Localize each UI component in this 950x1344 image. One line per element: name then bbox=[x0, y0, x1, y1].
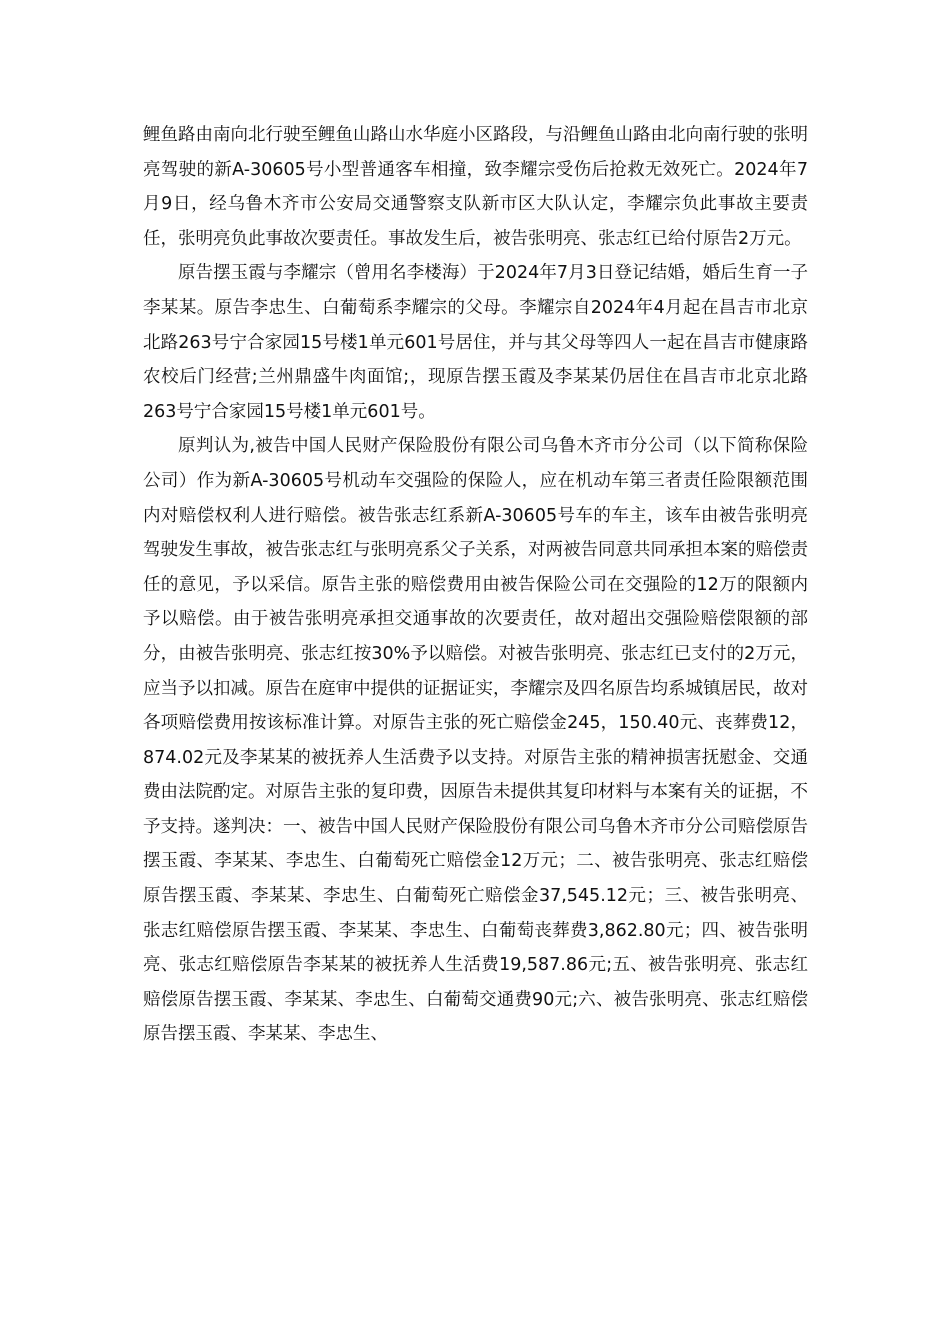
paragraph-family-background: 原告摆玉霞与李耀宗（曾用名李楼海）于2024年7月3日登记结婚，婚后生育一子李某某。原告李忠生、白葡萄系李耀宗的父母。李耀宗自2024年4月起在昌吉市北京北路263号宁合家园15号楼1单元601号居住，并与其父母等四人一起在昌吉市健康路农校后门经营;兰州鼎盛牛肉面馆;，现原告摆玉霞及李某某仍居住在昌吉市北京北路263号宁合家园15号楼1单元601号。 bbox=[143, 263, 808, 422]
paragraph-original-judgment: 原判认为,被告中国人民财产保险股份有限公司乌鲁木齐市分公司（以下简称保险公司）作为新A-30605号机动车交强险的保险人，应在机动车第三者责任险限额范围内对赔偿权利人进行赔偿。被告张志红系新A-30605号车的车主，该车由被告张明亮驾驶发生事故，被告张志红与张明亮系父子关系，对两被告同意共同承担本案的赔偿责任的意见，予以采信。原告主张的赔偿费用由被告保险公司在交强险的12万的限额内予以赔偿。由于被告张明亮承担交通事故的次要责任，故对超出交强险赔偿限额的部分，由被告张明亮、张志红按30%予以赔偿。对被告张明亮、张志红已支付的2万元，应当予以扣减。原告在庭审中提供的证据证实，李耀宗及四名原告均系城镇居民，故对各项赔偿费用按该标准计算。对原告主张的死亡赔偿金245，150.40元、丧葬费12，874.02元及李某某的被抚养人生活费予以支持。对原告主张的精神损害抚慰金、交通费由法院酌定。对原告主张的复印费，因原告未提供其复印材料与本案有关的证据，不予支持。遂判决：一、被告中国人民财产保险股份有限公司乌鲁木齐市分公司赔偿原告摆玉霞、李某某、李忠生、白葡萄死亡赔偿金12万元；二、被告张明亮、张志红赔偿原告摆玉霞、李某某、李忠生、白葡萄死亡赔偿金37,545.12元；三、被告张明亮、张志红赔偿原告摆玉霞、李某某、李忠生、白葡萄丧葬费3,862.80元；四、被告张明亮、张志红赔偿原告李某某的被抚养人生活费19,587.86元;五、被告张明亮、张志红赔偿原告摆玉霞、李某某、李忠生、白葡萄交通费90元;六、被告张明亮、张志红赔偿原告摆玉霞、李某某、李忠生、 bbox=[143, 436, 808, 1045]
document-body bbox=[143, 118, 808, 1052]
paragraph-continuation: 鲤鱼路由南向北行驶至鲤鱼山路山水华庭小区路段，与沿鲤鱼山路由北向南行驶的张明亮驾驶的新A-30605号小型普通客车相撞，致李耀宗受伤后抢救无效死亡。2024年7月9日，经乌鲁木齐市公安局交通警察支队新市区大队认定，李耀宗负此事故主要责任，张明亮负此事故次要责任。事故发生后，被告张明亮、张志红已给付原告2万元。 bbox=[143, 125, 808, 249]
